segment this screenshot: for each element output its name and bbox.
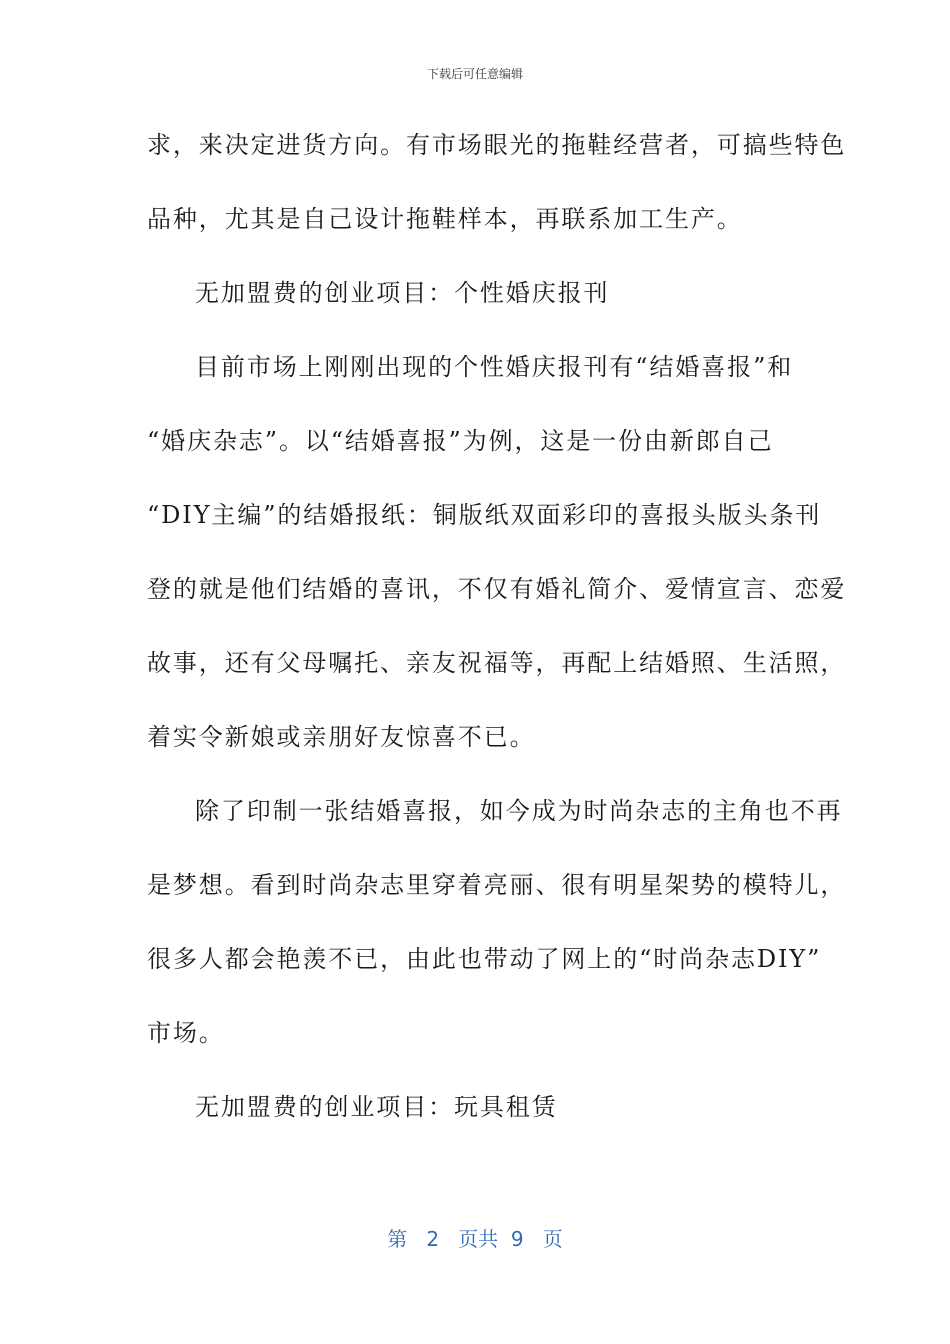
body-line: 求，来决定进货方向。有市场眼光的拖鞋经营者，可搞些特色 [147, 131, 847, 159]
footer-prefix: 第 [387, 1227, 408, 1251]
page-footer [0, 1224, 950, 1254]
body-line: 除了印制一张结婚喜报，如今成为时尚杂志的主角也不再 [195, 797, 843, 825]
body-line: 很多人都会艳羡不已，由此也带动了网上的“时尚杂志DIY” [147, 945, 822, 973]
body-line: “DIY主编”的结婚报纸：铜版纸双面彩印的喜报头版头条刊 [147, 501, 822, 529]
document-body [147, 114, 847, 1150]
body-line: 登的就是他们结婚的喜讯，不仅有婚礼简介、爱情宣言、恋爱 [147, 575, 847, 603]
footer-suffix: 页 [542, 1227, 563, 1251]
section-heading: 无加盟费的创业项目：个性婚庆报刊 [195, 279, 610, 307]
body-line: 目前市场上刚刚出现的个性婚庆报刊有“结婚喜报”和 [195, 353, 794, 381]
section-heading: 无加盟费的创业项目：玩具租赁 [195, 1093, 558, 1121]
body-line: “婚庆杂志”。以“结婚喜报”为例，这是一份由新郎自己 [147, 427, 774, 455]
footer-total-pages: 9 [510, 1227, 524, 1251]
body-line: 是梦想。看到时尚杂志里穿着亮丽、很有明星架势的模特儿， [147, 871, 847, 899]
page-header-note: 下载后可任意编辑 [426, 67, 523, 81]
body-line: 着实令新娘或亲朋好友惊喜不已。 [147, 723, 536, 751]
body-line: 品种，尤其是自己设计拖鞋样本，再联系加工生产。 [147, 205, 743, 233]
footer-current-page: 2 [426, 1227, 440, 1251]
footer-middle: 页共 [458, 1227, 499, 1251]
body-line: 故事，还有父母嘱托、亲友祝福等，再配上结婚照、生活照， [147, 649, 847, 677]
body-line: 市场。 [147, 1019, 225, 1047]
